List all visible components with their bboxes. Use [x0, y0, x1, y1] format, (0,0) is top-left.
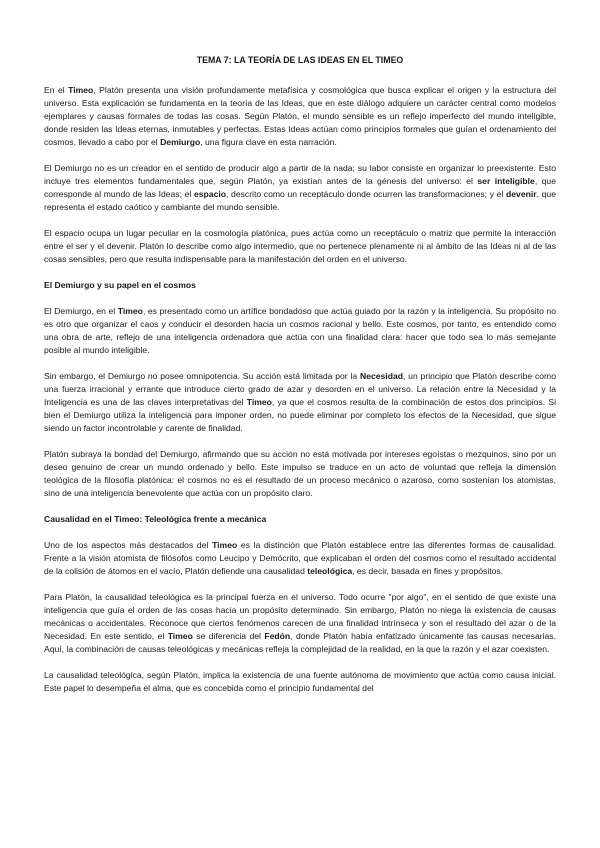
text-run: se diferencia del [192, 631, 265, 641]
paragraph [44, 162, 556, 214]
text-run: El Demiurgo y su papel en el cosmos [44, 280, 196, 290]
text-run: La causalidad teleológica, según Platón, implica la existencia de una fuente autónoma de movimiento que actúa como causa inicial. Este papel lo desempeña el alma, que es concebida como el principio fundamental del [44, 670, 556, 693]
text-run: El Demiurgo no es un creador en el sentido de producir algo a partir de la nada; su labor consiste en organizar lo preexistente. Esto incluye tres elementos fundamentales que, según Platón, ya existían antes de la génesis del universo: el [44, 163, 556, 186]
bold-term: Necesidad [359, 371, 403, 381]
bold-term: devenir [506, 189, 537, 199]
bold-term: Timeo [167, 631, 193, 641]
text-run: , Platón presenta una visión profundamente metafísica y cosmológica que busca explicar el origen y la estructura del universo. Esta explicación se fundamenta en la teoría de las Ideas, que en este diálogo adquiere un carácter central como modelos ejemplares y causas formales de todas las cosas. Según Platón, el mundo sensible es un reflejo imperfecto del mundo inteligible, donde residen las Ideas eternas, inmutables y perfectas. Estas Ideas actúan como principios formales que guían el ordenamiento del cosmos, llevado a cabo por el [44, 85, 556, 147]
bold-term: Timeo [246, 397, 272, 407]
paragraph [44, 305, 556, 357]
bold-term: ser inteligible [477, 176, 535, 186]
bold-term: Fedón [264, 631, 291, 641]
section-heading [44, 279, 556, 292]
text-run: , que representa el estado caótico y cambiante del mundo sensible. [44, 189, 556, 212]
text-run: Platón subraya la bondad del Demiurgo, afirmando que su acción no está motivada por intereses egoístas o mezquinos, sino por un deseo genuino de crear un mundo ordenado y bello. Este impulso se traduce en un acto de voluntad que refleja la dimensión teológica de la filosofía platónica: el cosmos no es el resultado de un proceso mecánico o azaroso, como sostenían los atomistas, sino de una inteligencia benevolente que actúa con un propósito claro. [44, 449, 556, 498]
text-run: Para Platón, la causalidad teleológica es la principal fuerza en el universo. Todo ocurre "por algo", en el sentido de que existe una inteligencia que guía el orden de las cosas hacia un propósito determinado. Sin embargo, Platón no niega la existencia de causas mecánicas o accidentales. Reconoce que ciertos fenómenos carecen de una finalidad intrínseca y son el resultado del azar o de la Necesidad. En este sentido, el [44, 592, 556, 641]
text-run: es la distinción que Platón establece entre las diferentes formas de causalidad. Frente a la visión atomista de filósofos como Leucipo y Demócrito, que explicaban el orden del cosmos como el resultado accidental de la colisión de átomos en el vacío, Platón defiende una causalidad [44, 540, 556, 576]
text-run: , descrito como un receptáculo donde ocurren las transformaciones; y el [226, 189, 507, 199]
text-run: , es presentado como un artífice bondadoso que actúa guiado por la razón y la inteligencia. Su propósito no es otro que organizar el caos y conducir el desorden hacia un cosmos racional y bello. Este cosmos, por tanto, es entendido como una obra de arte, reflejo de una inteligencia ordenadora que actúa con una finalidad clara: hacer que todo sea lo más semejante posible al mundo inteligible. [44, 306, 556, 355]
bold-term: Timeo [68, 85, 94, 95]
text-run: El espacio ocupa un lugar peculiar en la cosmología platónica, pues actúa como un receptáculo o matriz que permite la interacción entre el ser y el devenir. Platón lo describe como algo intermedio, que no pertenece plenamente ni al ámbito de las Ideas ni al de las cosas sensibles, pero que resulta indispensable para la manifestación del orden en el universo. [44, 228, 556, 264]
text-run: Uno de los aspectos más destacados del [44, 540, 213, 550]
page-title: TEMA 7: LA TEORÍA DE LAS IDEAS EN EL TIMEO [196, 55, 404, 65]
text-run: , es decir, basada en fines y propósitos. [352, 566, 504, 576]
text-run: , una figura clave en esta narración. [200, 137, 337, 147]
paragraph [44, 227, 556, 266]
text-run: , donde Platón había enfatizado únicamente las causas necesarias. Aquí, la combinación de causas teleológicas y mecánicas refleja la complejidad de la realidad, en la que la razón y el azar coexisten. [44, 631, 556, 654]
paragraph [44, 591, 556, 656]
bold-term: espacio [193, 189, 226, 199]
paragraph [44, 448, 556, 500]
document-body [44, 84, 556, 695]
text-run: Sin embargo, el Demiurgo no posee omnipotencia. Su acción está limitada por la [44, 371, 360, 381]
text-run: , que corresponde al mundo de las Ideas; el [44, 176, 556, 199]
section-heading [44, 513, 556, 526]
bold-term: Timeo [117, 306, 143, 316]
paragraph [44, 84, 556, 149]
text-run: El Demiurgo, en el [44, 306, 118, 316]
bold-term: teleológica [307, 566, 353, 576]
text-run: , un principio que Platón describe como una fuerza irracional y errante que introduce cierto grado de azar y desorden en el universo. La relación entre la Necesidad y la Inteligencia es una de las claves interpretativas del [44, 371, 556, 407]
bold-term: Timeo [212, 540, 238, 550]
text-run: En el [44, 85, 69, 95]
paragraph [44, 370, 556, 435]
paragraph [44, 539, 556, 578]
text-run: , ya que el cosmos resulta de la combinación de estos dos principios. Si bien el Demiurgo utiliza la inteligencia para imponer orden, no puede eliminar por completo los efectos de la Necesidad, que sigue siendo un factor incontrolable y carente de finalidad. [44, 397, 556, 433]
text-run: Causalidad en el Timeo: Teleológica frente a mecánica [44, 514, 267, 524]
paragraph [44, 669, 556, 695]
bold-term: Demiurgo [160, 137, 201, 147]
